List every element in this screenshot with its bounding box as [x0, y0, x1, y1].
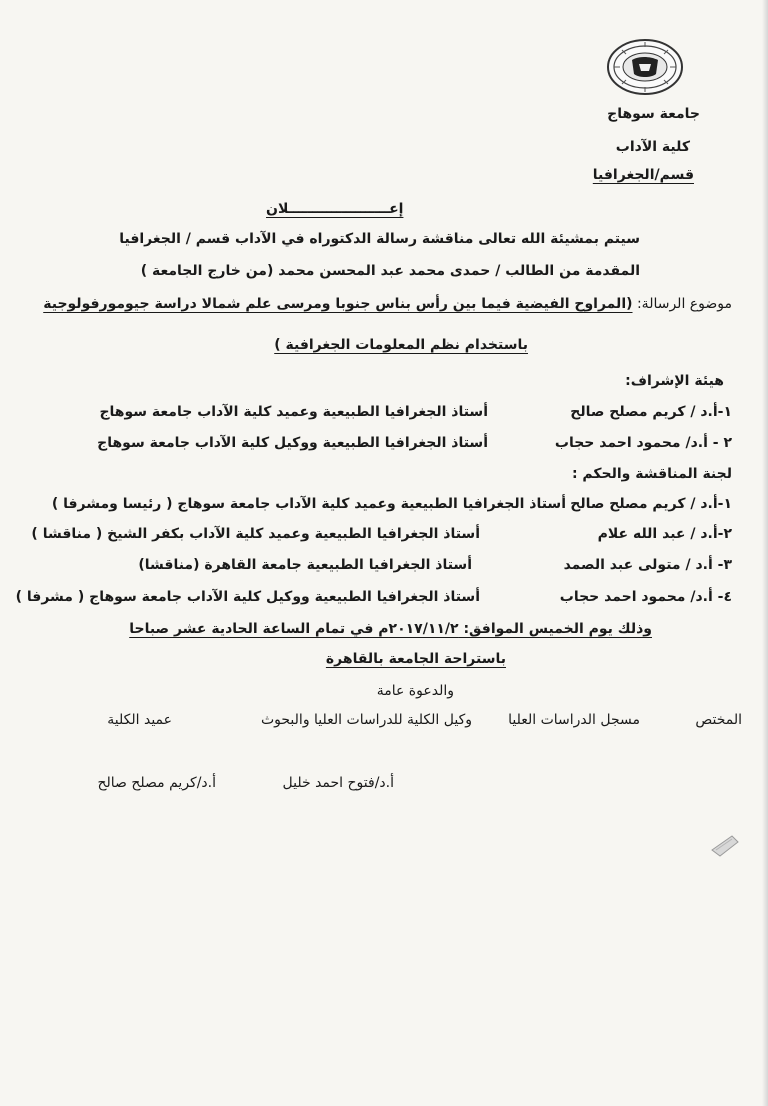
supervisor-title: أستاذ الجغرافيا الطبيعية ووكيل كلية الآداب جامعة سوهاج [97, 435, 488, 451]
signature-role: مسجل الدراسات العليا [508, 712, 640, 728]
announcement-line-1: سيتم بمشيئة الله تعالى مناقشة رسالة الدكتوراه في الآداب قسم / الجغرافيا [119, 231, 640, 247]
topic-title-line-1: (المراوح الفيضية فيما بين رأس بناس جنوبا ومرسى علم شمالا دراسة جيومورفولوجية [43, 296, 633, 312]
topic-title-line-2: باستخدام نظم المعلومات الجغرافية ) [274, 337, 528, 353]
paper-clip-shadow-icon [708, 832, 742, 860]
department-name: قسم/الجغرافيا [592, 167, 694, 183]
committee-member-name: ١-أ.د / كريم مصلح صالح [570, 496, 732, 512]
signatory-name: أ.د/كريم مصلح صالح [97, 775, 216, 791]
supervision-heading: هيئة الإشراف: [625, 373, 724, 389]
topic-label: موضوع الرسالة: [632, 296, 732, 312]
committee-member-name: ٤- أ.د/ محمود احمد حجاب [559, 589, 732, 605]
signature-role: عميد الكلية [107, 712, 172, 728]
announcement-line-2: المقدمة من الطالب / حمدى محمد عبد المحسن محمد (من خارج الجامعة ) [140, 263, 640, 279]
university-seal-icon [606, 38, 684, 96]
signatory-name: أ.د/فتوح احمد خليل [282, 775, 394, 791]
topic-row [43, 296, 732, 312]
committee-member-title: أستاذ الجغرافيا الطبيعية وعميد كلية الآداب بكفر الشيخ ( مناقشا ) [31, 526, 480, 542]
faculty-name: كلية الآداب [615, 139, 690, 155]
committee-member-name: ٣- أ.د / متولى عبد الصمد [563, 557, 732, 573]
scan-edge-shadow [762, 0, 768, 1106]
committee-member-name: ٢-أ.د / عبد الله علام [597, 526, 732, 542]
announcement-title: إعـــــــــــــــــــــلان [266, 201, 404, 217]
committee-heading: لجنة المناقشة والحكم : [571, 466, 732, 482]
university-name: جامعة سوهاج [607, 106, 700, 122]
committee-member-title: أستاذ الجغرافيا الطبيعية ووكيل كلية الآداب جامعة سوهاج ( مشرفا ) [15, 589, 480, 605]
committee-member-title: أستاذ الجغرافيا الطبيعية جامعة القاهرة (مناقشا) [138, 557, 472, 573]
defense-place: باستراحة الجامعة بالقاهرة [325, 651, 506, 667]
supervisor-name: ١-أ.د / كريم مصلح صالح [570, 404, 732, 420]
defense-date: وذلك يوم الخميس الموافق: ٢٠١٧/١١/٢م في تمام الساعة الحادية عشر صباحا [129, 621, 652, 637]
signature-role: وكيل الكلية للدراسات العليا والبحوث [260, 712, 472, 728]
signature-role: المختص [695, 712, 742, 728]
supervisor-title: أستاذ الجغرافيا الطبيعية وعميد كلية الآداب جامعة سوهاج [99, 404, 488, 420]
supervisor-name: ٢ - أ.د/ محمود احمد حجاب [554, 435, 732, 451]
public-invitation: والدعوة عامة [376, 683, 454, 699]
committee-member-title: أستاذ الجغرافيا الطبيعية وعميد كلية الآداب جامعة سوهاج ( رئيسا ومشرفا ) [51, 496, 566, 512]
